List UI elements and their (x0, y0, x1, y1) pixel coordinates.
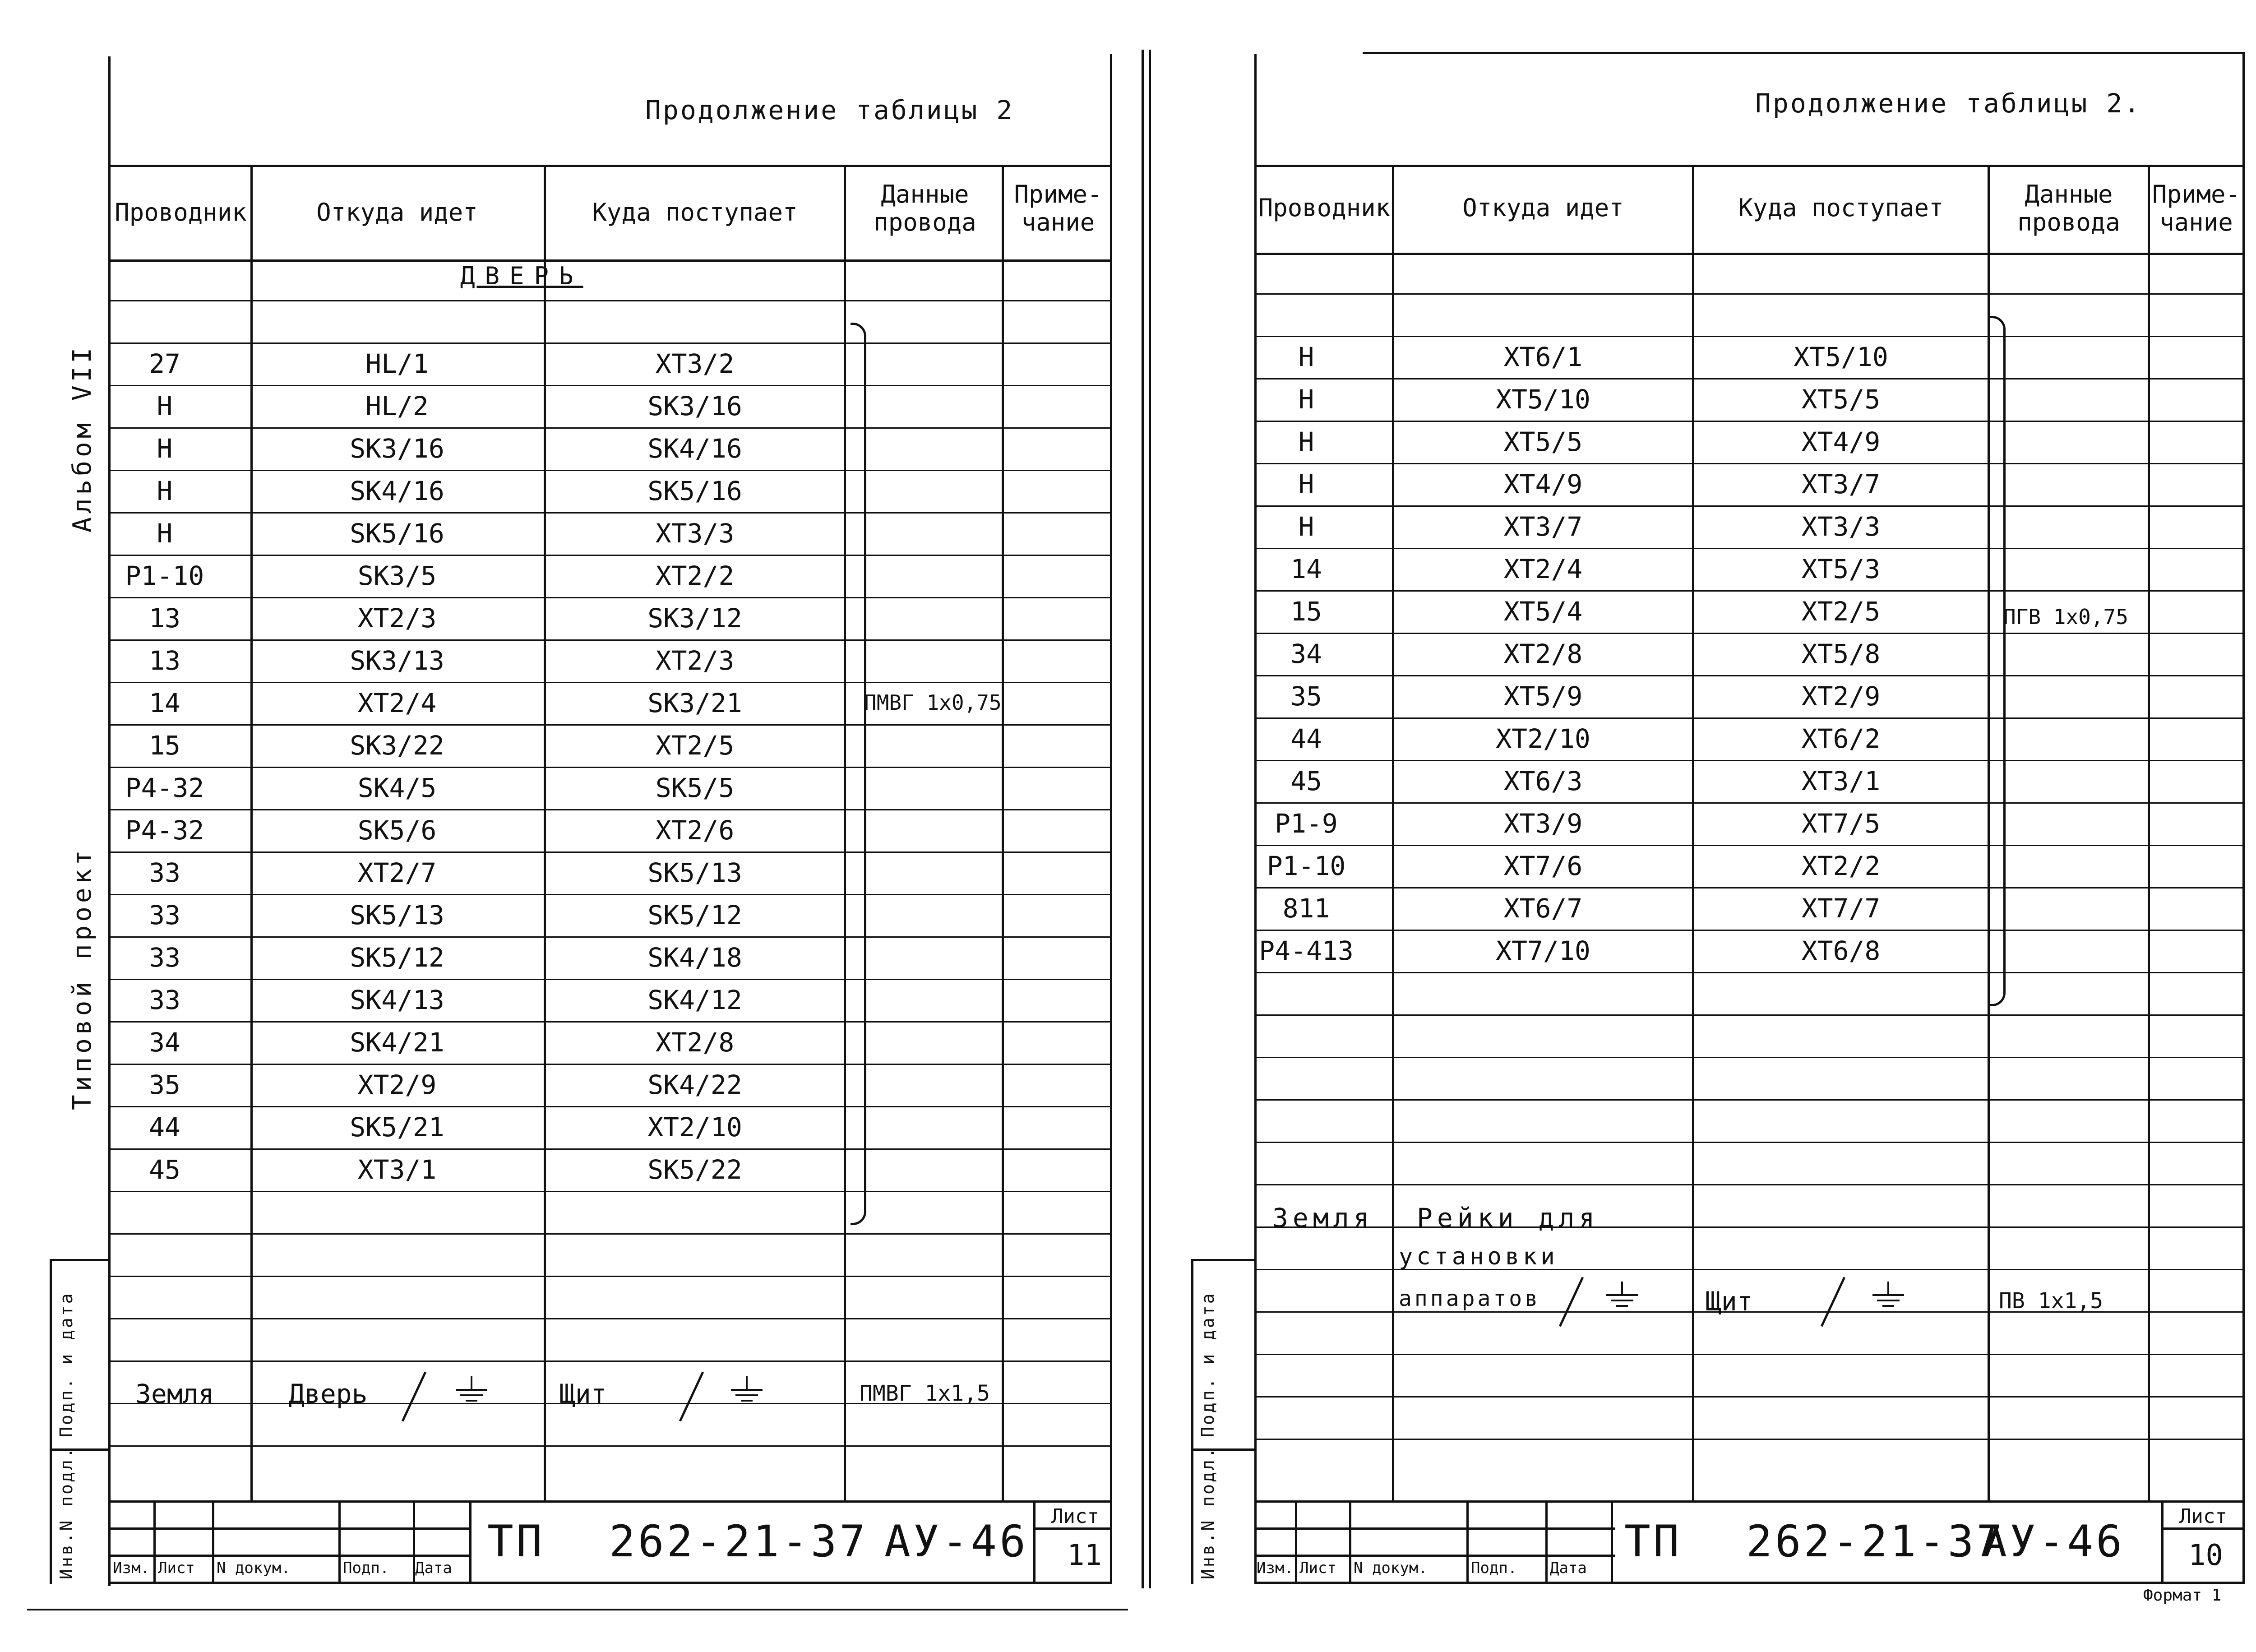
cell-from: XT3/9 (1503, 808, 1583, 839)
row-line (108, 979, 1112, 980)
cell-conductor: P1-9 (1275, 808, 1338, 839)
stamp-col-2 (1349, 1500, 1351, 1582)
cell-from: XT2/8 (1503, 639, 1583, 669)
cell-conductor: H (1298, 342, 1314, 372)
row-line (108, 470, 1112, 471)
stamp-code-number: 262-21-37 (609, 1516, 869, 1567)
cell-from: SK4/5 (357, 773, 437, 803)
stamp-row-line-1 (1254, 1527, 1615, 1530)
cell-from: SK5/13 (350, 900, 444, 930)
frame-left-line (108, 56, 111, 1586)
cell-to: XT3/2 (655, 348, 735, 379)
row-line (1254, 802, 2245, 804)
table-title: Продолжение таблицы 2 (645, 95, 1014, 125)
cell-conductor: 13 (149, 603, 180, 634)
row-line (108, 809, 1112, 810)
header-wire-data: Данные провода (874, 180, 976, 236)
cell-from: SK3/22 (350, 730, 444, 761)
stamp-col-date: Дата (415, 1559, 452, 1577)
ground-from-slash (1559, 1277, 1584, 1327)
row-line (1254, 505, 2245, 507)
row-line (108, 512, 1112, 514)
side-project-label: Типовой проект (68, 846, 97, 1110)
format-label: Формат 1 (2143, 1586, 2222, 1605)
cell-to: SK5/12 (647, 900, 742, 930)
row-line (108, 555, 1112, 556)
cell-from: SK5/21 (350, 1112, 444, 1143)
stamp-bottom-line (1254, 1582, 2245, 1584)
cell-conductor: 14 (149, 688, 180, 718)
page-divider-right (1149, 50, 1151, 1588)
row-line (108, 724, 1112, 726)
cell-conductor: 13 (149, 645, 180, 676)
cell-to: XT5/8 (1801, 639, 1881, 669)
stamp-col-doc: N докум. (217, 1559, 291, 1577)
stamp-sheet-number: 11 (1067, 1539, 1102, 1572)
cell-to: XT2/5 (1801, 596, 1881, 627)
cell-from: SK4/13 (350, 985, 444, 1015)
row-line (108, 1064, 1112, 1065)
group-wire-label: ПГВ 1х0,75 (2003, 605, 2128, 629)
row-line (108, 597, 1112, 598)
ground-wire-data: ПВ 1х1,5 (1999, 1288, 2103, 1314)
cell-from: XT2/9 (357, 1069, 437, 1100)
cell-from: SK3/16 (350, 433, 444, 464)
group-brace (1990, 316, 2006, 1006)
cell-conductor: 33 (149, 900, 180, 930)
stamp-sheet-label: Лист (1051, 1505, 1099, 1528)
section-door-title: ДВЕРЬ (460, 262, 583, 290)
cell-from: XT2/4 (1503, 554, 1583, 584)
header-bottom-line (1254, 253, 2245, 255)
row-line (108, 894, 1112, 895)
cell-to: XT4/9 (1801, 426, 1881, 457)
cell-from: XT5/4 (1503, 596, 1583, 627)
stamp-col-list: Лист (1299, 1559, 1336, 1577)
header-to: Куда поступает (1738, 194, 1944, 222)
cell-to: XT2/8 (655, 1027, 735, 1058)
row-line (1254, 1184, 2245, 1185)
header-top-line (1254, 165, 2245, 167)
row-line (1254, 590, 2245, 592)
cell-from: XT5/5 (1503, 426, 1583, 457)
cell-to: XT3/1 (1801, 766, 1881, 796)
stamp-col-date: Дата (1550, 1559, 1587, 1577)
cell-conductor: P4-413 (1259, 935, 1354, 966)
cell-conductor: 34 (149, 1027, 180, 1058)
side-box-top (1191, 1259, 1257, 1261)
stamp-bottom-line (108, 1582, 1112, 1584)
cell-conductor: P4-32 (125, 815, 204, 846)
row-line (1254, 378, 2245, 379)
row-line (108, 1318, 1112, 1319)
stamp-col-3 (338, 1500, 341, 1582)
cell-to: SK5/5 (655, 773, 735, 803)
cell-conductor: 44 (1290, 723, 1322, 754)
stamp-top-line (1254, 1500, 2245, 1503)
cell-to: SK5/22 (647, 1154, 742, 1185)
row-line (108, 1233, 1112, 1235)
side-inv-label: Инв.N подл. (56, 1446, 76, 1579)
cell-from: XT2/7 (357, 857, 437, 888)
cell-conductor: 33 (149, 985, 180, 1015)
row-line (1254, 463, 2245, 464)
cell-from: XT6/7 (1503, 893, 1583, 924)
cell-conductor: H (157, 391, 173, 421)
stamp-col-sign: Подп. (343, 1559, 389, 1577)
cell-from: XT5/9 (1503, 681, 1583, 712)
col-line-4 (1002, 165, 1004, 1500)
cell-conductor: 45 (149, 1154, 180, 1185)
stamp-code-tp: ТП (487, 1516, 545, 1567)
stamp-sheet-label: Лист (2179, 1505, 2227, 1528)
header-to: Куда поступает (592, 198, 798, 227)
row-line (108, 342, 1112, 344)
cell-conductor: P1-10 (1267, 851, 1346, 881)
row-line (108, 1148, 1112, 1150)
row-line (108, 1276, 1112, 1277)
row-line (1254, 1226, 2245, 1228)
cell-from: SK5/16 (350, 518, 444, 549)
header-conductor: Проводник (115, 198, 247, 227)
cell-to: XT2/2 (1801, 851, 1881, 881)
stamp-sheet-number: 10 (2188, 1539, 2224, 1572)
ground-icon-2 (731, 1376, 763, 1403)
cell-to: XT5/5 (1801, 384, 1881, 415)
cell-conductor: 44 (149, 1112, 180, 1143)
cell-to: SK4/22 (647, 1069, 742, 1100)
cell-conductor: H (157, 518, 173, 549)
ground-from: Дверь (289, 1379, 368, 1409)
stamp-code-tp: ТП (1624, 1516, 1682, 1567)
ground-wire-data: ПМВГ 1х1,5 (860, 1381, 990, 1406)
row-line (108, 427, 1112, 429)
row-line (1254, 1014, 2245, 1016)
header-top-line (108, 165, 1112, 167)
cell-from: XT7/10 (1496, 935, 1590, 966)
row-line (1254, 1354, 2245, 1355)
row-line (108, 300, 1112, 301)
cell-conductor: H (1298, 384, 1314, 415)
cell-from: HL/2 (365, 391, 429, 421)
ground-from-line2: установки (1399, 1243, 1558, 1270)
cell-to: XT3/3 (655, 518, 735, 549)
stamp-code-ay: АУ-46 (1981, 1516, 2125, 1567)
cell-conductor: 35 (1290, 681, 1322, 712)
cell-to: XT2/6 (655, 815, 735, 846)
cell-to: XT2/10 (647, 1112, 742, 1143)
row-line (108, 1445, 1112, 1447)
row-line (1254, 293, 2245, 295)
row-line (108, 1360, 1112, 1362)
cell-conductor: 35 (149, 1069, 180, 1100)
ground-icon (1606, 1282, 1638, 1309)
row-line (1254, 887, 2245, 888)
cell-from: XT2/10 (1496, 723, 1590, 754)
cell-from: SK4/16 (350, 476, 444, 506)
stamp-col-2 (212, 1500, 214, 1582)
stamp-col-6 (2161, 1500, 2164, 1582)
cell-conductor: H (1298, 426, 1314, 457)
col-line-3 (844, 165, 846, 1500)
cell-from: XT3/7 (1503, 511, 1583, 542)
ground-icon-2 (1872, 1282, 1904, 1309)
cell-conductor: 14 (1290, 554, 1322, 584)
row-line (1254, 421, 2245, 422)
row-line (1254, 548, 2245, 549)
row-line (1254, 760, 2245, 761)
cell-to: XT6/2 (1801, 723, 1881, 754)
cell-from: SK5/12 (350, 942, 444, 973)
cell-from: XT4/9 (1503, 469, 1583, 500)
stamp-col-sign: Подп. (1471, 1559, 1517, 1577)
row-line (1254, 1099, 2245, 1101)
stamp-col-5 (469, 1500, 472, 1582)
cell-to: SK5/13 (647, 857, 742, 888)
stamp-col-1 (153, 1500, 156, 1582)
col-line-4 (2148, 165, 2150, 1500)
frame-right-line (1110, 54, 1112, 1584)
group-brace (851, 323, 866, 1225)
row-line (108, 639, 1112, 641)
group-wire-label: ПМВГ 1х0,75 (864, 690, 1002, 715)
stamp-col-izm: Изм. (113, 1559, 150, 1577)
header-from: Откуда идет (1462, 194, 1624, 222)
stamp-row-line-2 (108, 1555, 469, 1557)
ground-to-slash (679, 1372, 704, 1422)
header-note: Приме- чание (2152, 180, 2241, 236)
row-line (108, 1021, 1112, 1023)
stamp-code-number: 262-21-37 (1746, 1516, 2006, 1567)
header-wire-data: Данные провода (2017, 180, 2120, 236)
cell-conductor: 34 (1290, 639, 1322, 669)
cell-from: SK5/6 (357, 815, 437, 846)
stamp-col-izm: Изм. (1257, 1559, 1294, 1577)
cell-conductor: H (157, 476, 173, 506)
cell-from: XT5/10 (1496, 384, 1590, 415)
cell-to: XT7/5 (1801, 808, 1881, 839)
frame-top-line (1363, 52, 2242, 54)
row-line (1254, 930, 2245, 931)
row-line (1254, 717, 2245, 719)
cell-from: SK3/13 (350, 645, 444, 676)
page-divider (1142, 50, 1144, 1588)
cell-conductor: 15 (149, 730, 180, 761)
side-inv-label: Инв.N подл. (1198, 1446, 1218, 1579)
cell-conductor: H (157, 433, 173, 464)
cell-to: XT2/3 (655, 645, 735, 676)
cell-from: SK4/21 (350, 1027, 444, 1058)
row-line (108, 385, 1112, 386)
side-box-line (50, 1259, 52, 1584)
cell-to: XT5/10 (1794, 342, 1888, 372)
stamp-col-3 (1466, 1500, 1469, 1582)
cell-conductor: P4-32 (125, 773, 204, 803)
row-line (1254, 845, 2245, 846)
ground-conductor: Земля (1272, 1203, 1374, 1233)
header-note: Приме- чание (1014, 180, 1102, 236)
ground-from-line1: Рейки для (1417, 1203, 1600, 1233)
cell-to: SK3/21 (647, 688, 742, 718)
row-line (108, 1191, 1112, 1192)
stamp-col-list: Лист (158, 1559, 195, 1577)
cell-from: XT6/3 (1503, 766, 1583, 796)
cell-conductor: 15 (1290, 596, 1322, 627)
cell-to: SK3/16 (647, 391, 742, 421)
cell-from: XT6/1 (1503, 342, 1583, 372)
stamp-row-line-1 (108, 1527, 469, 1530)
cell-from: HL/1 (365, 348, 429, 379)
cell-conductor: 27 (149, 348, 180, 379)
side-sign-label: Подп. и дата (1198, 1291, 1218, 1437)
ground-from-slash (402, 1372, 426, 1422)
row-line (1254, 1439, 2245, 1440)
stamp-row-line-2 (1254, 1555, 1615, 1557)
cell-from: XT2/4 (357, 688, 437, 718)
bottom-rule (27, 1609, 1128, 1610)
cell-from: SK3/5 (357, 560, 437, 591)
cell-to: XT6/8 (1801, 935, 1881, 966)
cell-to: SK3/12 (647, 603, 742, 634)
ground-to: Щит (1706, 1286, 1753, 1317)
cell-from: XT2/3 (357, 603, 437, 634)
header-conductor: Проводник (1258, 194, 1391, 222)
ground-to-slash (1821, 1277, 1845, 1327)
ground-icon (456, 1376, 487, 1403)
cell-to: SK5/16 (647, 476, 742, 506)
cell-to: XT3/7 (1801, 469, 1881, 500)
stamp-col-1 (1295, 1500, 1297, 1582)
cell-conductor: P1-10 (125, 560, 204, 591)
ground-to: Щит (559, 1379, 607, 1409)
right-sheet (1146, 0, 2256, 1652)
cell-conductor: 811 (1282, 893, 1330, 924)
cell-conductor: 45 (1290, 766, 1322, 796)
cell-from: XT7/6 (1503, 851, 1583, 881)
cell-to: XT3/3 (1801, 511, 1881, 542)
row-line (108, 682, 1112, 683)
stamp-col-doc: N докум. (1354, 1559, 1428, 1577)
header-bottom-line (108, 259, 1112, 262)
stamp-col-5 (1611, 1500, 1613, 1582)
cell-to: XT2/9 (1801, 681, 1881, 712)
row-line (1254, 972, 2245, 973)
row-line (1254, 336, 2245, 337)
side-box-line (1191, 1259, 1193, 1584)
cell-conductor: 33 (149, 942, 180, 973)
ground-from-line3: аппаратов (1399, 1286, 1541, 1311)
stamp-col-6 (1033, 1500, 1036, 1582)
side-box-top (50, 1259, 111, 1261)
stamp-top-line (108, 1500, 1112, 1503)
row-line (1254, 675, 2245, 676)
cell-to: XT2/2 (655, 560, 735, 591)
stamp-code-ay: АУ-46 (884, 1516, 1028, 1567)
side-sign-label: Подп. и дата (56, 1291, 76, 1437)
row-line (108, 851, 1112, 853)
table-title: Продолжение таблицы 2. (1755, 88, 2142, 119)
row-line (108, 767, 1112, 768)
cell-conductor: 33 (149, 857, 180, 888)
side-album-label: Альбом VII (68, 344, 97, 532)
ground-conductor: Земля (135, 1379, 214, 1409)
cell-to: XT5/3 (1801, 554, 1881, 584)
row-line (108, 1106, 1112, 1107)
row-line (1254, 633, 2245, 634)
cell-conductor: H (1298, 469, 1314, 500)
row-line (108, 936, 1112, 938)
row-line (1254, 1396, 2245, 1397)
cell-to: XT2/5 (655, 730, 735, 761)
row-line (1254, 1142, 2245, 1143)
stamp-col-4 (1545, 1500, 1548, 1582)
cell-to: SK4/16 (647, 433, 742, 464)
cell-to: XT7/7 (1801, 893, 1881, 924)
header-from: Откуда идет (316, 198, 478, 227)
cell-to: SK4/12 (647, 985, 742, 1015)
row-line (1254, 1057, 2245, 1058)
cell-conductor: H (1298, 511, 1314, 542)
cell-to: SK4/18 (647, 942, 742, 973)
cell-from: XT3/1 (357, 1154, 437, 1185)
